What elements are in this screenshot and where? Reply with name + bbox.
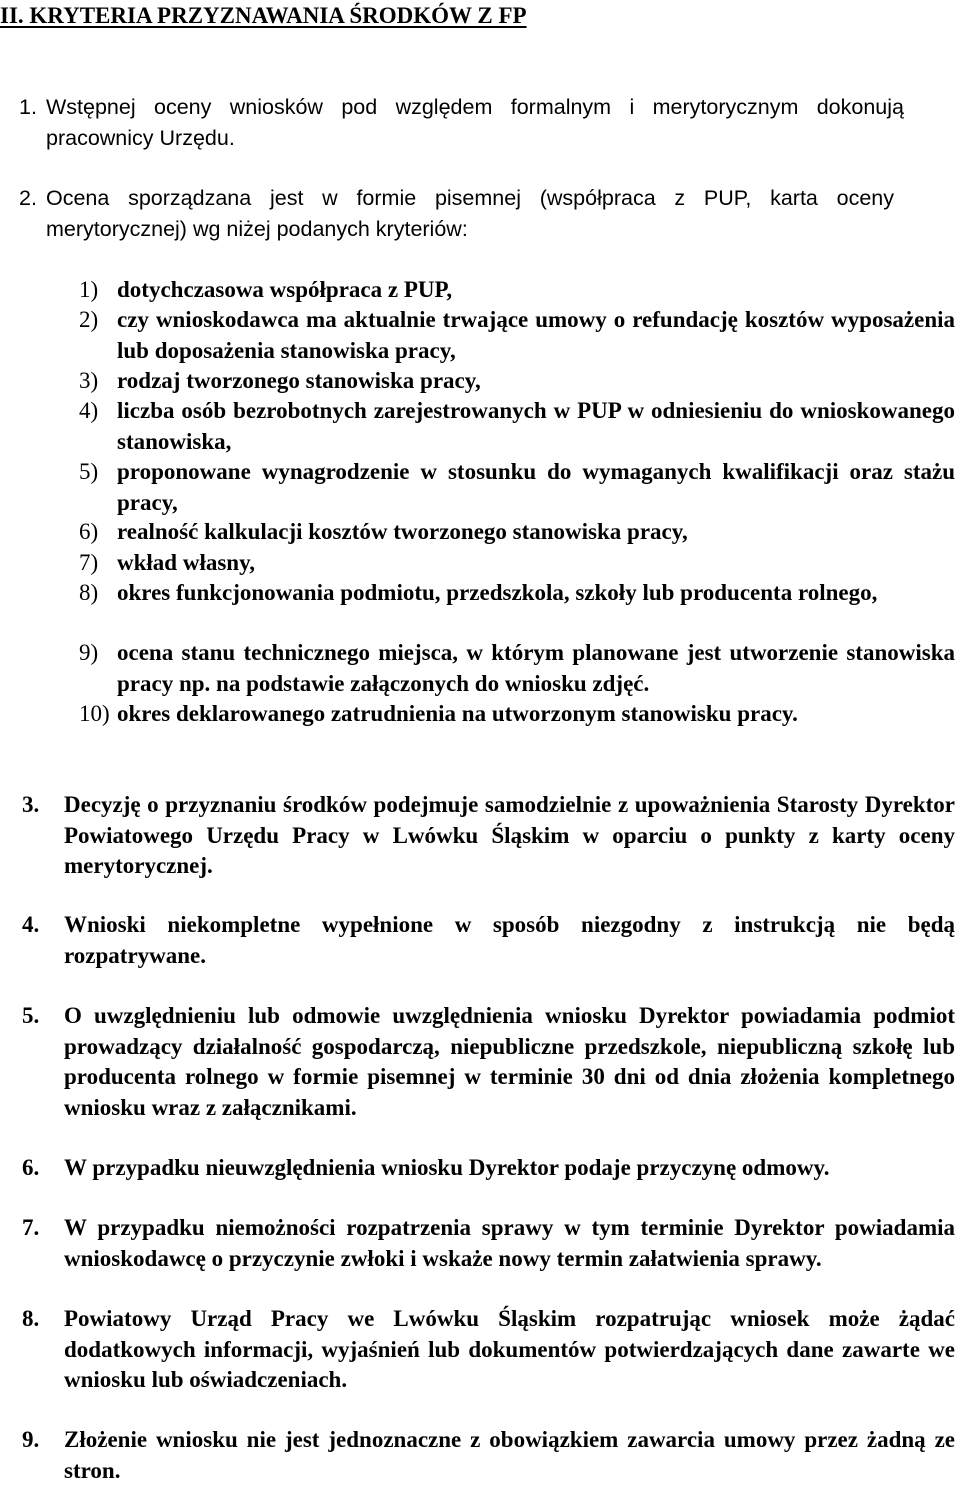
item-text: Wnioski niekompletne wypełnione w sposób niezgodny z instrukcją nie będą rozpatrywane. [64,912,955,968]
criteria-text: dotychczasowa współpraca z PUP, [117,277,453,302]
item-number: 3. [22,792,40,817]
item-text: O uwzględnieniu lub odmowie uwzględnienia wniosku Dyrektor powiadamia podmiot prowadzący działalność gospodarczą, niepubliczne przedszkole, niepubliczną szkołę lub producenta rolnego w formie pisemnej w terminie 30 dni od dnia złożenia kompletnego wniosku wraz z załącznikami. [64,1003,955,1120]
criteria-number: 2) [79,307,99,332]
item-number: 5. [22,1003,40,1028]
criteria-number: 1) [79,277,99,302]
criteria-text: czy wnioskodawca ma aktualnie trwające umowy o refundację kosztów wyposażenia lub doposażenia stanowiska pracy, [117,307,955,363]
item-text: W przypadku niemożności rozpatrzenia sprawy w tym terminie Dyrektor powiadamia wnioskodawcę o przyczynie zwłoki i wskaże nowy termin załatwienia sprawy. [64,1215,955,1271]
criteria-text: rodzaj tworzonego stanowiska pracy, [117,368,481,393]
criteria-text: proponowane wynagrodzenie w stosunku do wymaganych kwalifikacji oraz stażu pracy, [117,459,955,515]
item-number: 4. [22,912,40,937]
criteria-number: 5) [79,459,99,484]
section-title: II. KRYTERIA PRZYZNAWANIA ŚRODKÓW Z FP [0,3,527,28]
item-text: Złożenie wniosku nie jest jednoznaczne z obowiązkiem zawarcia umowy przez żadną ze stron. [64,1427,955,1483]
criteria-text: wkład własny, [117,550,256,575]
criteria-text: okres funkcjonowania podmiotu, przedszkola, szkoły lub producenta rolnego, [117,580,878,605]
criteria-number: 10) [79,701,110,726]
criteria-number: 9) [79,640,99,665]
criteria-number: 3) [79,368,99,393]
item-text: W przypadku nieuwzględnienia wniosku Dyrektor podaje przyczynę odmowy. [64,1155,830,1180]
item-text: Ocena sporządzana jest w formie pisemnej (współpraca z PUP, karta oceny merytorycznej) wg niżej podanych kryteriów: [46,186,894,241]
item-text: Decyzję o przyznaniu środków podejmuje samodzielnie z upoważnienia Starosty Dyrektor Powiatowego Urzędu Pracy w Lwówku Śląskim w oparciu o punkty z karty oceny merytorycznej. [64,792,955,878]
criteria-text: ocena stanu technicznego miejsca, w którym planowane jest utworzenie stanowiska pracy np. na podstawie załączonych do wniosku zdjęć. [117,640,955,696]
item-number: 7. [22,1215,40,1240]
criteria-text: realność kalkulacji kosztów tworzonego stanowiska pracy, [117,519,688,544]
criteria-number: 4) [79,398,99,423]
item-number: 6. [22,1155,40,1180]
criteria-number: 6) [79,519,99,544]
criteria-text: okres deklarowanego zatrudnienia na utworzonym stanowisku pracy. [117,701,798,726]
criteria-text: liczba osób bezrobotnych zarejestrowanych w PUP w odniesieniu do wnioskowanego stanowiska, [117,398,955,454]
criteria-number: 7) [79,550,99,575]
criteria-number: 8) [79,580,99,605]
item-text: Wstępnej oceny wniosków pod względem formalnym i merytorycznym dokonują pracownicy Urzędu. [46,95,904,150]
item-number: 8. [22,1306,40,1331]
item-number: 2. [19,186,37,210]
item-number: 9. [22,1427,40,1452]
item-number: 1. [19,95,37,119]
item-text: Powiatowy Urząd Pracy we Lwówku Śląskim rozpatrując wniosek może żądać dodatkowych informacji, wyjaśnień lub dokumentów potwierdzających dane zawarte we wniosku lub oświadczeniach. [64,1306,955,1392]
